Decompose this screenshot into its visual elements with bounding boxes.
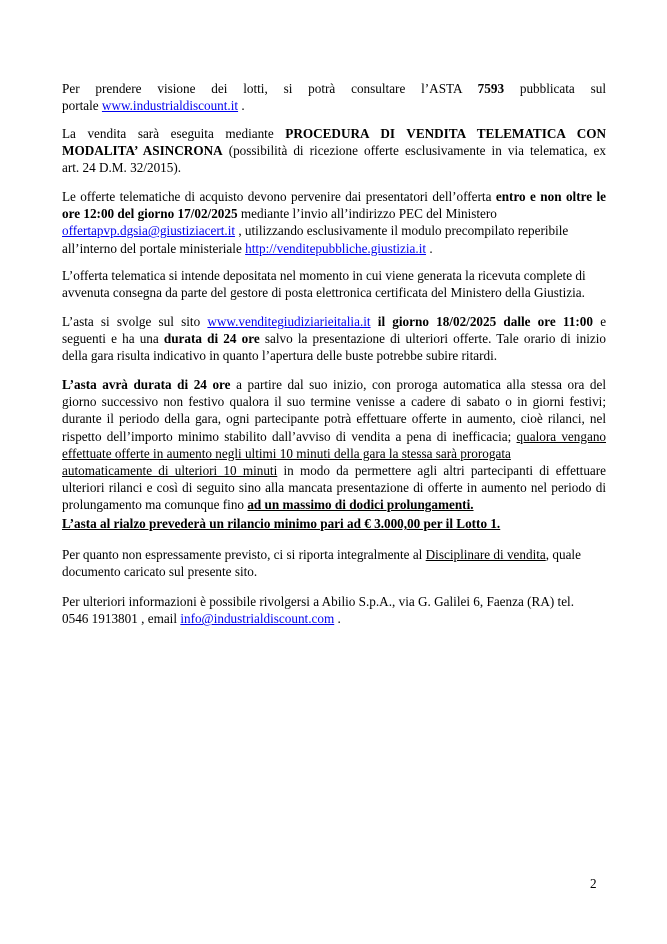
page-number: 2 [590,876,597,891]
text: Per prendere visione dei lotti, si potrà consultare l’ASTA [62,81,462,96]
bold-text: MODALITA’ ASINCRONA [62,143,223,159]
text: ulteriori rilanci e così di seguito sino alla mancata presentazione di offerte in aumento nel periodo di [62,480,606,496]
text: La vendita sarà eseguita mediante [62,126,274,141]
text: a partire dal suo inizio, con proroga automatica alla stessa ora del [236,377,607,392]
paragraph-disciplinare [62,546,606,580]
text: portale [62,98,99,114]
text: , utilizzando esclusivamente il modulo precompilato reperibile [238,223,569,239]
underlined-text: qualora vengano [516,428,607,444]
text: 0546 1913801 , email [62,611,178,627]
paragraph-deposito [62,267,606,301]
text: prolungamento ma comunque fino [62,497,245,513]
text: mediante l’invio all’indirizzo PEC del Ministero [240,206,497,222]
venditepubbliche-link[interactable]: http://venditepubbliche.giustizia.it [245,240,427,256]
bold-text: entro e non oltre le [495,189,607,204]
underlined-text: effettuate offerte in aumento negli ultimi 10 minuti della gara la stessa sarà prorogata [62,445,511,461]
bold-text: L’asta avrà durata di 24 ore [62,377,231,392]
text: art. 24 D.M. 32/2015). [62,160,182,176]
paragraph-durata [62,376,606,514]
text: rispetto dell’importo minimo stabilito dall’avviso di vendita a pena di inefficacia; [62,428,512,444]
text: (possibilità di ricezione offerte esclusivamente in via telematica, ex [228,143,606,159]
pec-email-link[interactable]: offertapvp.dgsia@giustiziacert.it [62,223,236,239]
text: della gara risulta indicativo in quanto l’apertura delle buste potrebbe subire ritardi. [62,348,498,364]
text: pubblicata sul [519,81,606,96]
text: all’interno del portale ministeriale [62,240,242,256]
venditegiudiziarie-link[interactable]: www.venditegiudiziarieitalia.it [207,314,371,329]
text: giorno successivo non festivo qualora il suo termine venisse a cadere di sabato o in giorni festivi; [62,394,606,410]
text: . [238,98,245,114]
date-text: il giorno 18/02/2025 dalle ore 11:00 [377,314,593,329]
text: e [600,314,607,329]
paragraph-lotti [62,80,606,114]
underlined-text: automaticamente di ulteriori 10 minuti [62,463,278,479]
text: Le offerte telematiche di acquisto devono pervenire dai presentatori dell’offerta [62,189,492,204]
text: , quale [545,547,581,562]
text: L’asta si svolge sul sito [62,314,201,329]
text: in modo da permettere agli altri partecipanti di effettuare [283,463,607,479]
paragraph-contatti [62,593,606,627]
rilancio-minimo-text: L’asta al rialzo prevederà un rilancio minimo pari ad € 3.000,00 per il Lotto 1. [62,516,501,531]
bold-text: PROCEDURA DI VENDITA TELEMATICA CON [285,126,607,141]
text: L’offerta telematica si intende depositata nel momento in cui viene generata la ricevuta complete di [62,268,586,283]
text: . [426,240,433,256]
text: avvenuta consegna da parte del gestore di posta elettronica certificata del Ministero della Giustizia. [62,285,585,301]
text: Per ulteriori informazioni è possibile rivolgersi a Abilio S.p.A., via G. Galilei 6, Faenza (RA) tel. [62,594,575,609]
industrialdiscount-link[interactable]: www.industrialdiscount.it [101,98,239,114]
text: salvo la presentazione di ulteriori offerte. Tale orario di inizio [264,331,606,347]
text: documento caricato sul presente sito. [62,564,258,580]
max-prolungamenti-text: ad un massimo di dodici prolungamenti. [247,497,474,513]
text: Per quanto non espressamente previsto, ci si riporta integralmente al [62,547,423,562]
deadline-text: ore 12:00 del giorno 17/02/2025 [62,206,238,222]
paragraph-procedura [62,125,606,177]
paragraph-offerte [62,188,606,257]
disciplinare-link[interactable]: Disciplinare di vendita [425,547,546,562]
paragraph-rilancio [62,515,606,532]
paragraph-svolgimento [62,313,606,365]
text: . [334,611,341,627]
text: seguenti e ha una [62,331,159,347]
asta-number: 7593 [477,81,505,96]
bold-text: durata di 24 ore [163,331,260,347]
info-email-link[interactable]: info@industrialdiscount.com [180,611,335,627]
text: durante il periodo della gara, ogni partecipante potrà effettuare offerte in aumento, cioè rilanci, nel [62,411,606,427]
